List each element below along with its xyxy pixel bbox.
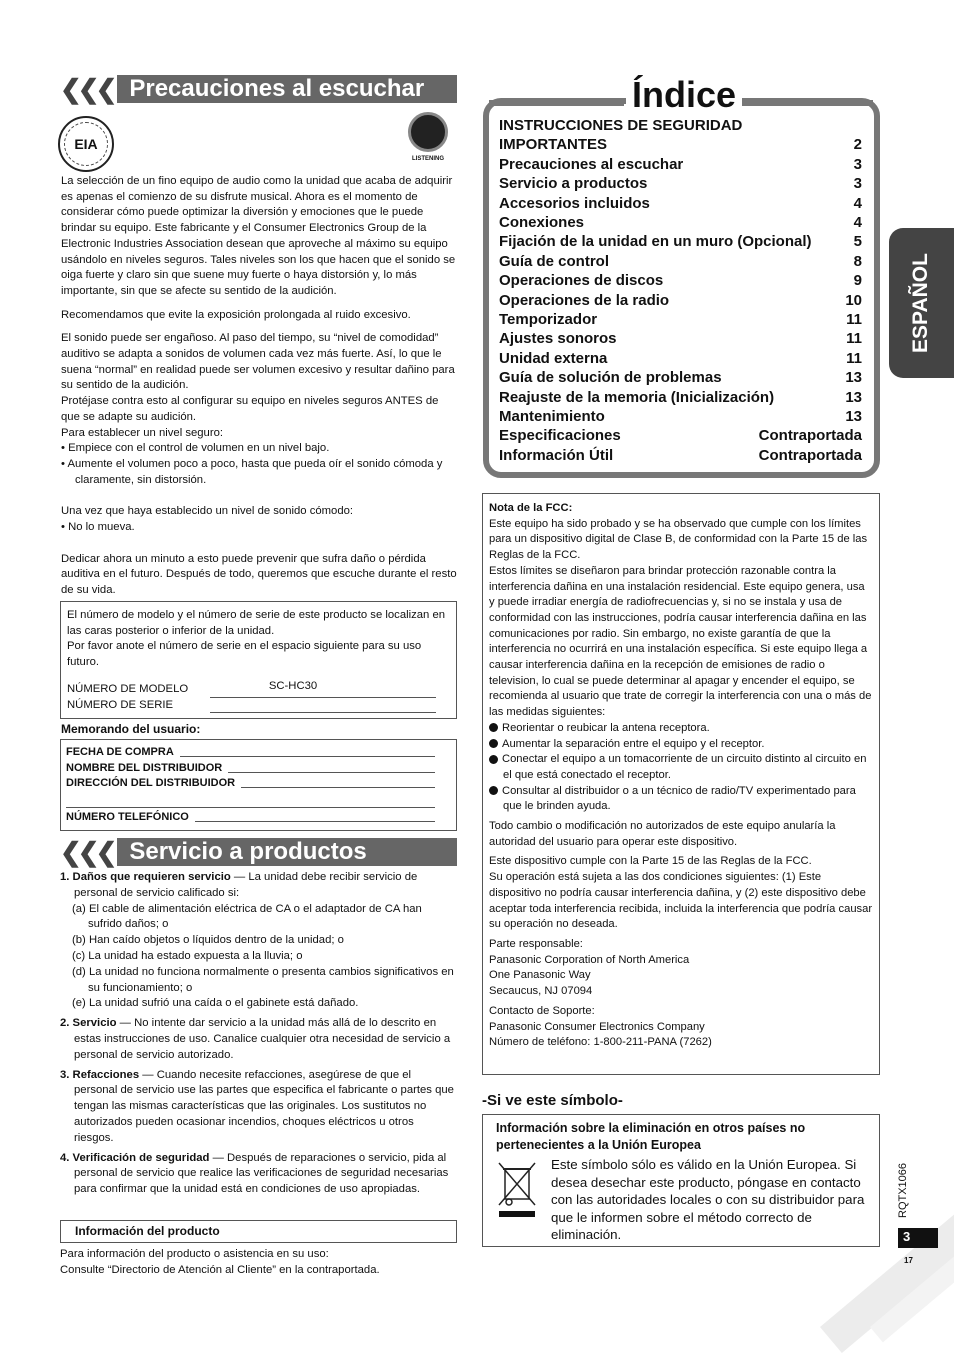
section-title: Precauciones al escuchar xyxy=(129,75,425,102)
servicio-body: 1. Daños que requieren servicio — La unidad debe recibir servicio de personal de servicio calificado si: (a) El cable de alimentación eléctrica de CA o el adaptador de CA han sufrido daños; o (b) Han caído objetos o líquidos dentro de la unidad; o (c) La unidad ha estado expuesta a la lluvia; o (d) La unidad no funciona normalmente o presenta cambios significativos en su funcionamiento; o (e) La unidad sufrió una caída o el gabinete está dañado. 2. Servicio — No intente dar servicio a la unidad más allá de lo descrito en estas instrucciones de uso. Canalice cualquier otra necesidad de servicio a personal de servicio autorizado. 3. Refacciones — Cuando necesite refacciones, asegúrese de que el personal de servicio use las partes que especifica el fabricante o partes que tengan las mismas características que las originales. Los sustitutos no autorizados pueden ocasionar incendios, choques eléctricos u otros riesgos. 4. Verificación de seguridad — Después de reparaciones o servicio, pida al personal de servicio que realice las verificaciones de seguridad necesarias para confirmar que la unidad está en condiciones de uso apropiadas. xyxy=(60,871,454,1196)
index-row[interactable] xyxy=(499,116,862,135)
index-row[interactable] xyxy=(499,194,862,213)
listening-logo: LISTENING xyxy=(404,112,452,172)
index-title: Índice xyxy=(626,75,742,115)
index-row[interactable] xyxy=(499,310,862,329)
telefono-field[interactable] xyxy=(195,810,435,822)
index-row[interactable] xyxy=(499,174,862,193)
index-rule-right xyxy=(733,100,873,106)
index-row[interactable] xyxy=(499,349,862,368)
index-row[interactable] xyxy=(499,291,862,310)
index-row-page: 4 xyxy=(853,194,862,212)
index-row-label: Accesorios incluidos xyxy=(499,194,650,212)
model-field[interactable]: SC-HC30 xyxy=(210,681,436,698)
index-row-page: 11 xyxy=(846,349,862,367)
index-row-page: 11 xyxy=(846,330,862,348)
index-row-label: Especificaciones xyxy=(499,427,621,445)
index-row-page: 11 xyxy=(846,311,862,328)
direccion-field[interactable] xyxy=(241,776,435,788)
index-row-label: Precauciones al escuchar xyxy=(499,155,684,173)
distribuidor-field[interactable] xyxy=(228,761,435,773)
serie-field[interactable] xyxy=(210,699,436,713)
index-rule-left xyxy=(489,100,624,106)
simbolo-heading: -Si ve este símbolo- xyxy=(482,1092,623,1109)
index-row[interactable] xyxy=(499,232,862,251)
bullet-icon xyxy=(489,786,498,795)
memo-heading: Memorando del usuario: xyxy=(61,722,201,736)
bullet-icon xyxy=(489,755,498,764)
index-row-label: Ajustes sonoros xyxy=(499,330,617,348)
language-tab: ESPAÑOL xyxy=(889,228,954,378)
wheelie-bin-crossed-icon xyxy=(495,1161,539,1221)
index-row-label: Servicio a productos xyxy=(499,175,648,193)
fecha-field[interactable] xyxy=(180,745,435,757)
index-row-page: 5 xyxy=(853,233,862,251)
index-row-page: 9 xyxy=(853,272,862,290)
section-title: Servicio a productos xyxy=(129,838,367,865)
index-row-label: Temporizador xyxy=(499,311,598,328)
precauciones-body: La selección de un fino equipo de audio como la unidad que acaba de adquirir es apenas el comienzo de su disfrute musical. Ahora es el momento de considerar cómo puede optimizar la diversión y emociones que le puede brindar su equipo. Este fabricante y el Consumer Electronics Group de la Electronic Industries Association desean que aproveche al máximo su equipo usándolo en niveles seguros. Tales niveles son los que hacen que el sonido se oiga fuerte y claro sin que suene muy fuerte o haya distorsión y, lo más importante, sin que se afecte su sentido de la audición. Recomendamos que evite la exposición prolongada al ruido excesivo. El sonido puede ser engañoso. Al paso del tiempo, su “nivel de comodidad” auditivo se adapta a sonidos de volumen cada vez más fuerte. Así, lo que le suena “normal” en realidad puede ser volumen excesivo y resultar dañino para su sentido de la audición. Protéjase contra esto al configurar su equipo en niveles seguros ANTES de que se adapte su audición. Para establecer un nivel seguro: • Empiece con el control de volumen en un nivel bajo. • Aumente el volumen poco a poco, hasta que pueda oír el sonido cómoda y claramente, sin distorsión. Una vez que haya establecido un nivel de sonido cómodo: • No lo mueva. Dedicar ahora un minuto a esto puede prevenir que sufra daño o pérdida auditiva en el futuro. Después de todo, queremos que escuche durante el resto de su vida. xyxy=(61,175,457,597)
info-producto-text: Para información del producto o asistencia en su uso: Consulte “Directorio de Atención al Cliente” en la contraportada. xyxy=(60,1248,380,1276)
index-row[interactable] xyxy=(499,155,862,174)
fcc-box: Nota de la FCC: Este equipo ha sido probado y se ha observado que cumple con los límites para un dispositivo digital de Clase B, de conformidad con la Parte 15 de las Reglas de la FCC. Estos límites se diseñaron para brindar protección razonable contra la interferencia dañina en una instalación residencial. Este equipo genera, usa y puede irradiar energía de radiofrecuencias y, si no se instala y usa de conformidad con las instrucciones, podría causar interferencia dañina en las comunicaciones por radio. Sin embargo, no existe garantía de que la interferencia no ocurrirá en una instalación específica. Si este equipo llega a causar interferencia dañina en la recepción de emisiones de radio o television, lo cual se puede determinar al apagar y encender el equipo, se recomienda al usuario que trate de corregir la interferencia con una o más de las medidas siguientes: Reorientar o reubicar la antena receptora. Aumentar la separación entre el equipo y el receptor. Conectar el equipo a un tomacorriente de un circuito distinto al circuito en el que está conectado el receptor. Consultar al distribuidor o a un técnico de radio/TV experimentado para que le brinden ayuda. Todo cambio o modificación no autorizados de este equipo anularía la autoridad del usuario para operar este dispositivo. Este dispositivo cumple con la Parte 15 de las Reglas de la FCC. Su operación está sujeta a las dos condiciones siguientes: (1) Este dispositivo no podría causar interferencia dañina, y (2) este dispositivo debe aceptar toda interferencia recibida, incluida la interferencia que podría causar su operación no deseada. Parte responsable: Panasonic Corporation of North America One Panasonic Way Secaucus, NJ 07094 Contacto de Soporte: Panasonic Consumer Electronics Company Número de teléfono: 1-800-211-PANA (7262) xyxy=(482,493,880,1075)
index-row-label: Mantenimiento xyxy=(499,408,605,425)
index-row-label: INSTRUCCIONES DE SEGURIDAD xyxy=(499,117,743,134)
index-row-page: 8 xyxy=(853,252,862,270)
index-row-page: 4 xyxy=(853,214,862,231)
index-row[interactable] xyxy=(499,388,862,407)
index-row-label: Operaciones de discos xyxy=(499,272,664,290)
index-row[interactable] xyxy=(499,271,862,290)
index-row[interactable] xyxy=(499,446,862,465)
index-row-label: Guía de solución de problemas xyxy=(499,369,722,387)
index-row-label: Conexiones xyxy=(499,214,585,231)
page-number-small: 17 xyxy=(904,1256,913,1265)
index-row-label: Unidad externa xyxy=(499,349,608,367)
bullet-icon xyxy=(489,739,498,748)
index-row[interactable] xyxy=(499,213,862,232)
index-row-label: IMPORTANTES xyxy=(499,136,608,154)
index-row-page: 13 xyxy=(845,369,862,387)
index-row-label: Operaciones de la radio xyxy=(499,291,670,309)
index-row-label: Información Útil xyxy=(499,446,614,464)
doc-code: RQTX1066 xyxy=(897,1162,909,1218)
index-row[interactable] xyxy=(499,329,862,348)
index-row-page: 10 xyxy=(845,291,862,309)
index-row-label: Reajuste de la memoria (Inicialización) xyxy=(499,388,775,406)
direccion-field-2[interactable] xyxy=(66,796,435,808)
index-row[interactable] xyxy=(499,252,862,271)
section-header-precauciones xyxy=(60,75,457,103)
serie-label: NÚMERO DE SERIE xyxy=(67,698,174,711)
index-row-page: 2 xyxy=(853,136,862,154)
index-row-page: 13 xyxy=(845,388,862,406)
simbolo-box: Información sobre la eliminación en otros países no pertenecientes a la Unión Europea Este símbolo sólo es válido en la Unión Europea. Si desea desechar este producto, póngase en contacto con las autoridades locales o con su distribuidor para que le informen sobre el método correcto de eliminación. xyxy=(482,1114,880,1247)
index-row[interactable] xyxy=(499,426,862,445)
memo-box: FECHA DE COMPRA NOMBRE DEL DISTRIBUIDOR DIRECCIÓN DEL DISTRIBUIDOR NÚMERO TELEFÓNICO xyxy=(60,739,457,831)
index-row-page: 3 xyxy=(853,175,862,193)
index-row[interactable] xyxy=(499,135,862,154)
index-row-page: Contraportada xyxy=(758,427,862,445)
index-row-label: Fijación de la unidad en un muro (Opcional) xyxy=(499,233,812,251)
page-number-badge: 3 xyxy=(898,1228,938,1248)
index-row-label: Guía de control xyxy=(499,252,610,270)
section-header-servicio xyxy=(60,838,457,866)
bullet-icon xyxy=(489,723,498,732)
chevrons-icon: ❮❮❮ xyxy=(60,75,117,103)
serial-box: El número de modelo y el número de serie de este producto se localizan en las caras posterior o inferior de la unidad. Por favor anote el número de serie en el espacio siguiente para su uso futuro. NÚMERO DE MODELO SC-HC30 NÚMERO DE SERIE xyxy=(60,601,457,719)
index-row[interactable] xyxy=(499,407,862,426)
index-row[interactable] xyxy=(499,368,862,387)
index-row-page: 3 xyxy=(853,155,862,173)
info-producto-box: Información del producto xyxy=(60,1220,457,1243)
index-row-page: Contraportada xyxy=(758,446,862,464)
model-label: NÚMERO DE MODELO xyxy=(67,682,189,695)
index-row-page: 13 xyxy=(845,408,862,425)
chevrons-icon: ❮❮❮ xyxy=(60,838,117,866)
eia-logo: EIA xyxy=(58,116,114,172)
